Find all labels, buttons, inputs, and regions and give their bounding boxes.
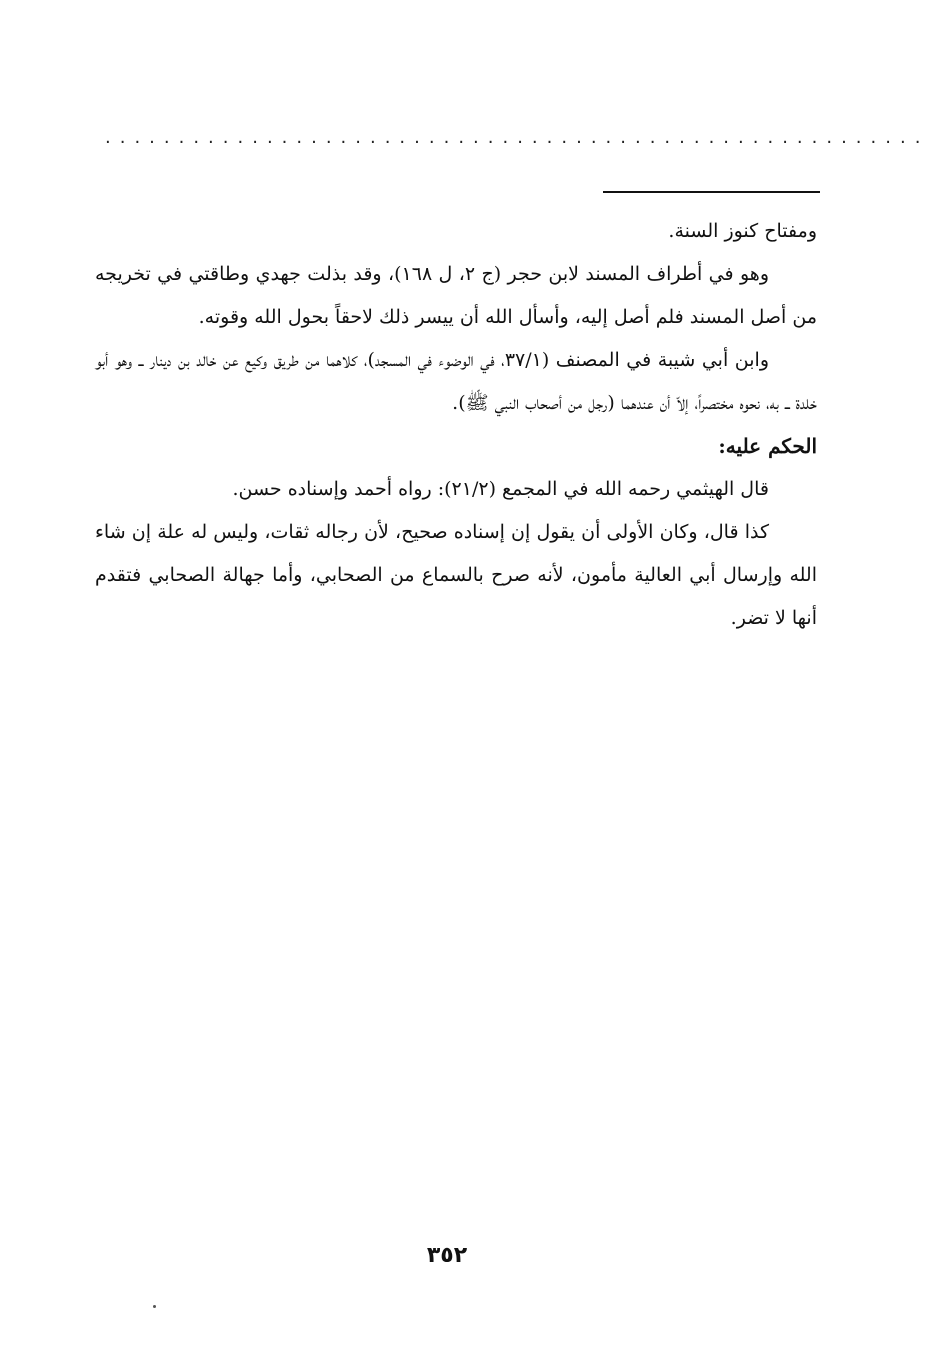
footnote-rule [603,191,820,193]
ruling-paragraph-1: قال الهيثمي رحمه الله في المجمع (٢١/٢): رواه أحمد وإسناده حسن. [232,478,769,500]
page-number: ٣٥٢ [426,1243,468,1268]
ruling-heading: الحكم عليه: [718,434,817,458]
scan-speck [153,1305,156,1308]
footnote-line-2: وهو في أطراف المسند لابن حجر (ج ٢، ل ١٦٨)، وقد بذلت جهدي وطاقتي في تخريجه من أصل المسند فلم أصل إليه، وأسأل الله أن ييسر ذلك لاحقاً بحول الله وقوته. [95,263,817,328]
dotted-separator: ........................................................ [105,127,930,148]
footnote-line-3: وابن أبي شيبة في المصنف (٣٧/١، في الوضوء في المسجد)، كلاهما من طريق وكيع عن خالد بن دينار ــ وهو أبو خلدة ــ به، نحوه مختصراً، إلاّ أن عندهما (رجل من أصحاب النبي ﷺ). [95,349,817,414]
footnote-line-1: ومفتاح كنوز السنة. [668,220,817,242]
page-body [95,210,817,640]
ruling-paragraph-2: كذا قال، وكان الأولى أن يقول إن إسناده صحيح، لأن رجاله ثقات، وليس له علة إن شاء الله وإرسال أبي العالية مأمون، لأنه صرح بالسماع من الصحابي، وأما جهالة الصحابي فتقدم أنها لا تضر. [95,521,817,629]
